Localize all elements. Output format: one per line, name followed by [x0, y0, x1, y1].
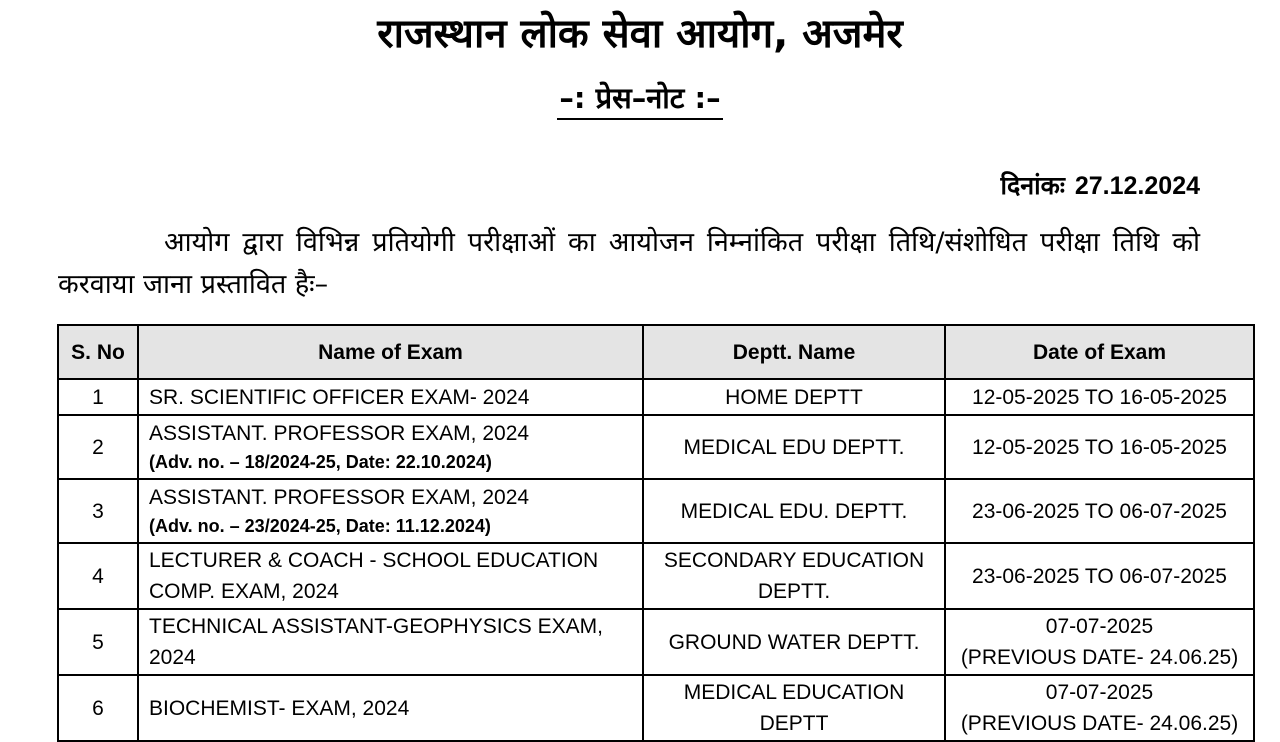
header-sno: S. No — [58, 325, 138, 379]
previous-date-note: (PREVIOUS DATE- 24.06.25) — [960, 712, 1239, 735]
exam-name: BIOCHEMIST- EXAM, 2024 — [149, 696, 410, 720]
table-row — [58, 479, 1254, 543]
sno-cell: 6 — [58, 675, 138, 741]
exam-date: 07-07-2025 — [1045, 681, 1154, 704]
dept-cell: GROUND WATER DEPTT. — [643, 609, 945, 675]
exam-name-cell — [138, 379, 643, 415]
intro-paragraph: आयोग द्वारा विभिन्न प्रतियोगी परीक्षाओं का आयोजन निम्नांकित परीक्षा तिथि/संशोधित परीक्षा तिथि को करवाया जाना प्रस्तावित हैः– — [58, 227, 1200, 300]
exam-schedule-table — [57, 324, 1255, 742]
exam-date-cell: 23-06-2025 TO 06-07-2025 — [945, 543, 1254, 609]
exam-name: SR. SCIENTIFIC OFFICER EXAM- 2024 — [149, 385, 530, 409]
exam-date: 07-07-2025 — [1045, 615, 1154, 638]
sno-cell: 4 — [58, 543, 138, 609]
table-row — [58, 379, 1254, 415]
exam-name-cell — [138, 543, 643, 609]
header-exam-date: Date of Exam — [945, 325, 1254, 379]
exam-name-cell — [138, 675, 643, 741]
date-label: दिनांकः — [1000, 171, 1065, 200]
sno-cell: 3 — [58, 479, 138, 543]
table-row — [58, 609, 1254, 675]
exam-name-cell — [138, 609, 643, 675]
header-dept-name: Deptt. Name — [643, 325, 945, 379]
sno-cell: 2 — [58, 415, 138, 479]
exam-name: ASSISTANT. PROFESSOR EXAM, 2024 — [149, 422, 530, 445]
advertisement-note: (Adv. no. – 18/2024-25, Date: 22.10.2024) — [149, 452, 492, 472]
exam-name-cell — [138, 415, 643, 479]
dept-cell: HOME DEPTT — [643, 379, 945, 415]
dept-cell: SECONDARY EDUCATION DEPTT. — [643, 543, 945, 609]
table-row — [58, 675, 1254, 741]
exam-date-cell: 12-05-2025 TO 16-05-2025 — [945, 379, 1254, 415]
dept-cell: MEDICAL EDUCATION DEPTT — [643, 675, 945, 741]
previous-date-note: (PREVIOUS DATE- 24.06.25) — [960, 646, 1239, 669]
exam-name-cell — [138, 479, 643, 543]
advertisement-note: (Adv. no. – 23/2024-25, Date: 11.12.2024) — [149, 516, 491, 536]
exam-name: ASSISTANT. PROFESSOR EXAM, 2024 — [149, 486, 530, 509]
dept-cell: MEDICAL EDU. DEPTT. — [643, 479, 945, 543]
press-note-heading: –: प्रेस–नोट :– — [557, 78, 722, 120]
exam-name: LECTURER & COACH - SCHOOL EDUCATION COMP. EXAM, 2024 — [149, 549, 599, 603]
sno-cell: 1 — [58, 379, 138, 415]
dept-cell: MEDICAL EDU DEPTT. — [643, 415, 945, 479]
press-note-heading-wrap — [0, 78, 1280, 120]
header-exam-name: Name of Exam — [138, 325, 643, 379]
commission-title: राजस्थान लोक सेवा आयोग, अजमेर — [377, 11, 903, 57]
date-line — [1001, 166, 1200, 206]
exam-name: TECHNICAL ASSISTANT-GEOPHYSICS EXAM, 2024 — [149, 615, 603, 669]
table-row — [58, 415, 1254, 479]
exam-date-cell: 12-05-2025 TO 16-05-2025 — [945, 415, 1254, 479]
exam-date-cell: 23-06-2025 TO 06-07-2025 — [945, 479, 1254, 543]
exam-date-cell — [945, 609, 1254, 675]
date-value: 27.12.2024 — [1074, 172, 1200, 200]
sno-cell: 5 — [58, 609, 138, 675]
table-header-row — [58, 325, 1254, 379]
table-row — [58, 543, 1254, 609]
exam-date-cell — [945, 675, 1254, 741]
